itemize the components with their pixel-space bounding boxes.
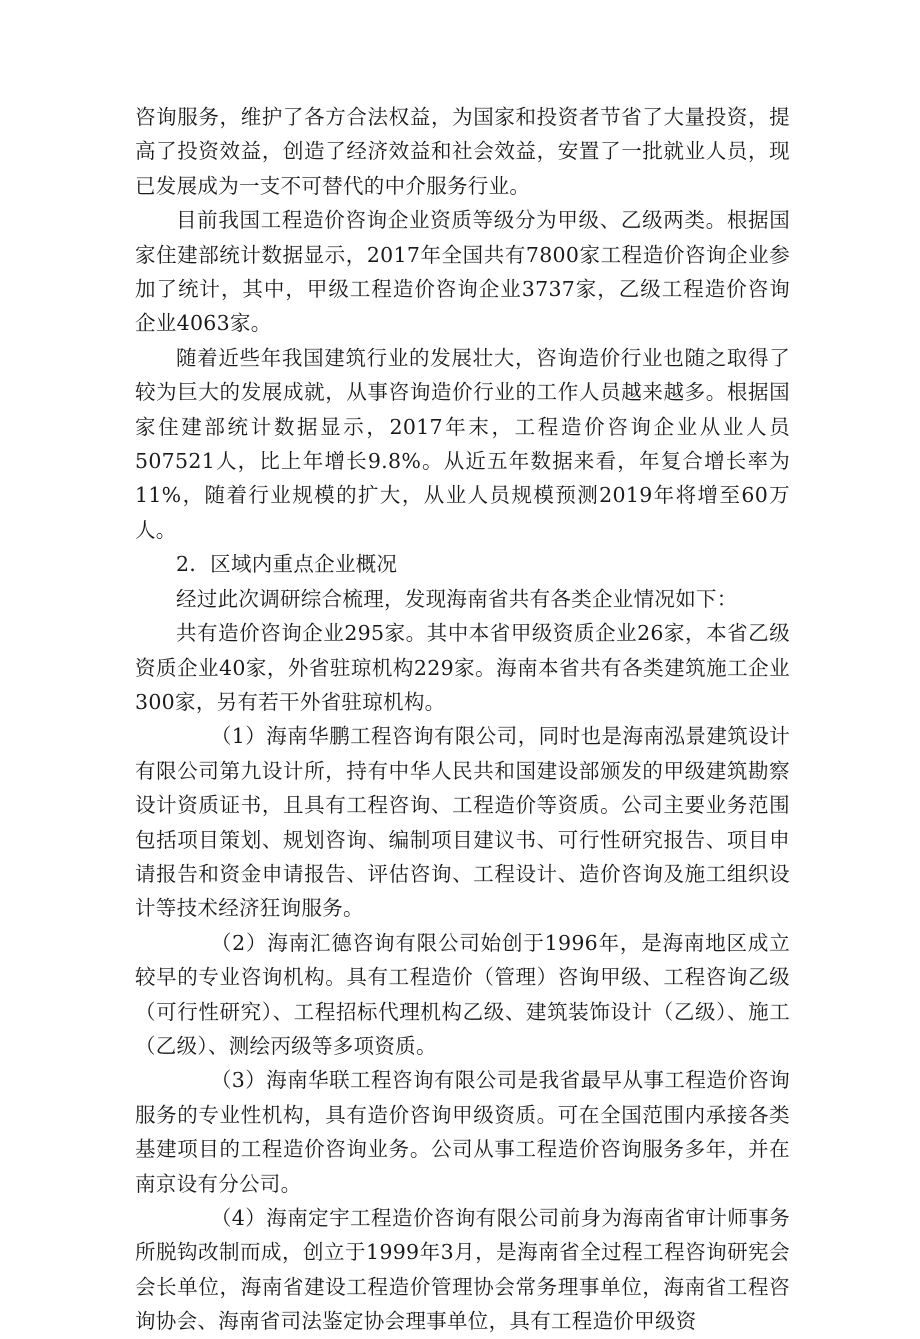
paragraph-industry-growth: 随着近些年我国建筑行业的发展壮大，咨询造价行业也随之取得了较为巨大的发展成就，从事咨询造价行业的工作人员越来越多。根据国家住建部统计数据显示，2017年末，工程造价咨询企业从业人员507521人，比上年增长9.8%。从近五年数据来看，年复合增长率为11%，随着行业规模的扩大，从业人员规模预测2019年将增至60万人。 — [135, 345, 790, 542]
paragraph-company-4: （4）海南定宇工程造价咨询有限公司前身为海南省审计师事务所脱钩改制而成，创立于1999年3月，是海南省全过程工程咨询研宪会会长单位，海南省建设工程造价管理协会常务理事单位，海南省工程咨询协会、海南省司法鉴定协会理事单位，具有工程造价甲级资 — [135, 1206, 790, 1334]
paragraph-survey-intro: 经过此次调研综合梳理，发现海南省共有各类企业情况如下： — [176, 586, 738, 611]
section-heading-key-enterprises: 2．区域内重点企业概况 — [176, 552, 398, 577]
paragraph-qualification-levels: 目前我国工程造价咨询企业资质等级分为甲级、乙级两类。根据国家住建部统计数据显示，2017年全国共有7800家工程造价咨询企业参加了统计，其中，甲级工程造价咨询企业3737家，乙级工程造价咨询企业4063家。 — [135, 208, 790, 336]
paragraph-company-2: （2）海南汇德咨询有限公司始创于1996年，是海南地区成立较早的专业咨询机构。具有工程造价（管理）咨询甲级、工程咨询乙级（可行性研究）、工程招标代理机构乙级、建筑装饰设计（乙级）、施工（乙级）、测绘丙级等多项资质。 — [135, 930, 790, 1058]
paragraph-enterprise-counts: 共有造价咨询企业295家。其中本省甲级资质企业26家，本省乙级资质企业40家，外省驻琼机构229家。海南本省共有各类建筑施工企业300家，另有若干外省驻琼机构。 — [135, 621, 790, 714]
paragraph-continuation: 咨询服务，维护了各方合法权益，为国家和投资者节省了大量投资，提高了投资效益，创造了经济效益和社会效益，安置了一批就业人员，现已发展成为一支不可替代的中介服务行业。 — [135, 105, 790, 198]
paragraph-company-1: （1）海南华鹏工程咨询有限公司，同时也是海南泓景建筑设计有限公司第九设计所，持有中华人民共和国建设部颁发的甲级建筑勘察设计资质证书，且具有工程咨询、工程造价等资质。公司主要业务范围包括项目策划、规划咨询、编制项目建议书、可行性研究报告、项目申请报告和资金申请报告、评估咨询、工程设计、造价咨询及施工组织设计等技术经济狂询服务。 — [135, 724, 790, 921]
document-body — [135, 100, 790, 1339]
paragraph-company-3: （3）海南华联工程咨询有限公司是我省最早从事工程造价咨询服务的专业性机构，具有造价咨询甲级资质。可在全国范围内承接各类基建项目的工程造价咨询业务。公司从事工程造价咨询服务多年，并在南京设有分公司。 — [135, 1068, 790, 1196]
